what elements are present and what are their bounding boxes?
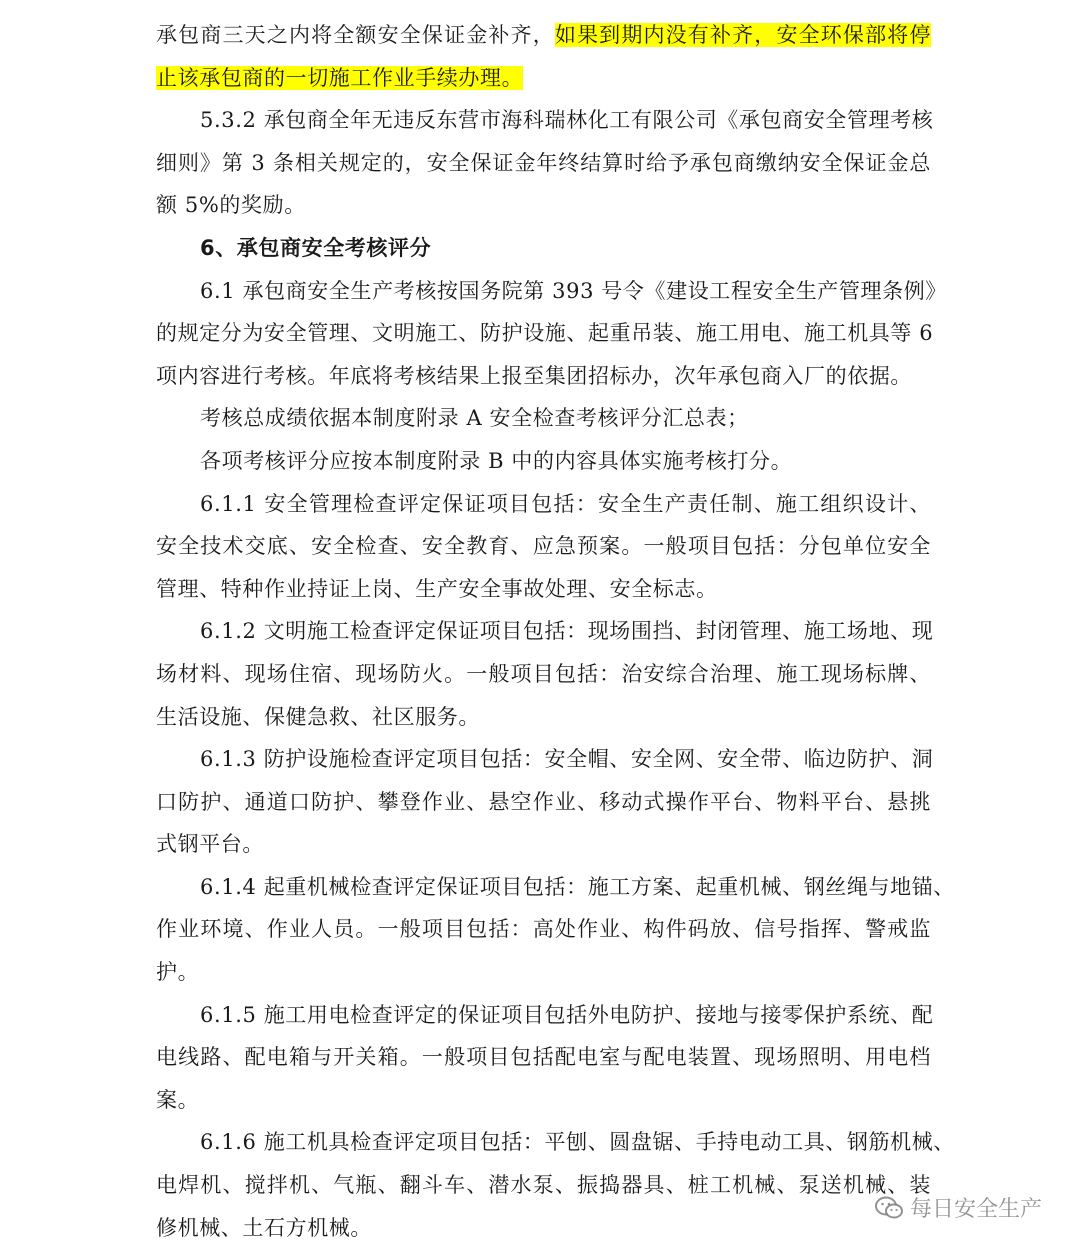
text-segment: 承包商三天之内将全额安全保证金补齐， bbox=[156, 23, 555, 47]
text-line bbox=[156, 57, 931, 100]
text-segment: 管理、特种作业持证上岗、生产安全事故处理、安全标志。 bbox=[156, 576, 718, 601]
text-segment: 细则》第 3 条相关规定的，安全保证金年终结算时给予承包商缴纳安全保证金总 bbox=[156, 150, 931, 175]
text-line bbox=[156, 994, 934, 1037]
text-segment: 6.1.6 施工机具检查评定项目包括：平刨、圆盘锯、手持电动工具、钢筋机械、 bbox=[200, 1130, 955, 1155]
document-body bbox=[156, 14, 955, 1249]
text-segment: 6.1.4 起重机械检查评定保证项目包括：施工方案、起重机械、钢丝绳与地锚、 bbox=[200, 874, 955, 899]
text-line bbox=[156, 696, 931, 739]
text-line bbox=[156, 142, 931, 185]
highlighted-text: 止该承包商的一切施工作业手续办理。 bbox=[156, 65, 524, 90]
text-segment: 案。 bbox=[156, 1087, 200, 1112]
text-segment: 电焊机、搅拌机、气瓶、翻斗车、潜水泵、振捣器具、桩工机械、泵送机械、装 bbox=[156, 1173, 931, 1198]
text-line bbox=[156, 1164, 931, 1207]
text-segment: 额 5%的奖励。 bbox=[156, 193, 306, 218]
wechat-icon bbox=[874, 1195, 904, 1221]
text-segment: 6.1.2 文明施工检查评定保证项目包括：现场围挡、封闭管理、施工场地、现 bbox=[200, 619, 934, 644]
text-line bbox=[156, 14, 931, 57]
text-segment: 修机械、土石方机械。 bbox=[156, 1215, 372, 1240]
text-line bbox=[156, 99, 934, 142]
text-line bbox=[156, 1079, 931, 1122]
text-segment: 场材料、现场住宿、现场防火。一般项目包括：治安综合治理、施工现场标牌、 bbox=[156, 661, 931, 686]
text-line bbox=[156, 738, 934, 781]
text-segment: 的规定分为安全管理、文明施工、防护设施、起重吊装、施工用电、施工机具等 6 bbox=[156, 321, 934, 346]
text-line bbox=[156, 355, 931, 398]
text-line bbox=[156, 397, 931, 440]
text-segment: 各项考核评分应按本制度附录 B 中的内容具体实施考核打分。 bbox=[200, 448, 793, 473]
text-segment: 6.1 承包商安全生产考核按国务院第 393 号令《建设工程安全生产管理条例》 bbox=[200, 278, 947, 303]
text-segment: 项内容进行考核。年底将考核结果上报至集团招标办，次年承包商入厂的依据。 bbox=[156, 363, 912, 388]
watermark bbox=[874, 1192, 1042, 1223]
text-line bbox=[156, 653, 931, 696]
text-segment: 式钢平台。 bbox=[156, 832, 264, 857]
text-segment: 6、承包商安全考核评分 bbox=[200, 235, 432, 260]
text-segment: 6.1.3 防护设施检查评定项目包括：安全帽、安全网、安全带、临边防护、洞 bbox=[200, 747, 934, 772]
text-segment: 6.1.5 施工用电检查评定的保证项目包括外电防护、接地与接零保护系统、配 bbox=[200, 1002, 934, 1027]
watermark-text: 每日安全生产 bbox=[909, 1197, 1042, 1222]
text-line bbox=[156, 440, 931, 483]
text-segment: 护。 bbox=[156, 960, 200, 985]
text-segment: 6.1.1 安全管理检查评定保证项目包括：安全生产责任制、施工组织设计、 bbox=[200, 491, 931, 516]
text-line bbox=[156, 483, 931, 526]
text-line bbox=[156, 781, 931, 824]
section-heading bbox=[156, 227, 931, 270]
text-segment: 电线路、配电箱与开关箱。一般项目包括配电室与配电装置、现场照明、用电档 bbox=[156, 1045, 931, 1070]
text-segment: 作业环境、作业人员。一般项目包括：高处作业、构件码放、信号指挥、警戒监 bbox=[156, 917, 931, 942]
text-segment: 考核总成绩依据本制度附录 A 安全检查考核评分汇总表； bbox=[200, 406, 749, 431]
text-segment: 安全技术交底、安全检查、安全教育、应急预案。一般项目包括：分包单位安全 bbox=[156, 534, 931, 559]
text-line bbox=[156, 1207, 931, 1250]
text-line bbox=[156, 610, 934, 653]
text-line bbox=[156, 1036, 931, 1079]
text-line bbox=[156, 270, 947, 313]
text-segment: 5.3.2 承包商全年无违反东营市海科瑞林化工有限公司《承包商安全管理考核 bbox=[200, 108, 934, 133]
highlighted-text: 如果到期内没有补齐，安全环保部将停 bbox=[554, 23, 931, 47]
text-line bbox=[156, 866, 955, 909]
text-line bbox=[156, 908, 931, 951]
text-line bbox=[156, 525, 931, 568]
text-line bbox=[156, 823, 931, 866]
text-line bbox=[156, 568, 931, 611]
text-line bbox=[156, 184, 931, 227]
text-line bbox=[156, 312, 934, 355]
text-line bbox=[156, 1121, 955, 1164]
text-line bbox=[156, 951, 931, 994]
text-segment: 口防护、通道口防护、攀登作业、悬空作业、移动式操作平台、物料平台、悬挑 bbox=[156, 789, 931, 814]
text-segment: 生活设施、保健急救、社区服务。 bbox=[156, 704, 480, 729]
